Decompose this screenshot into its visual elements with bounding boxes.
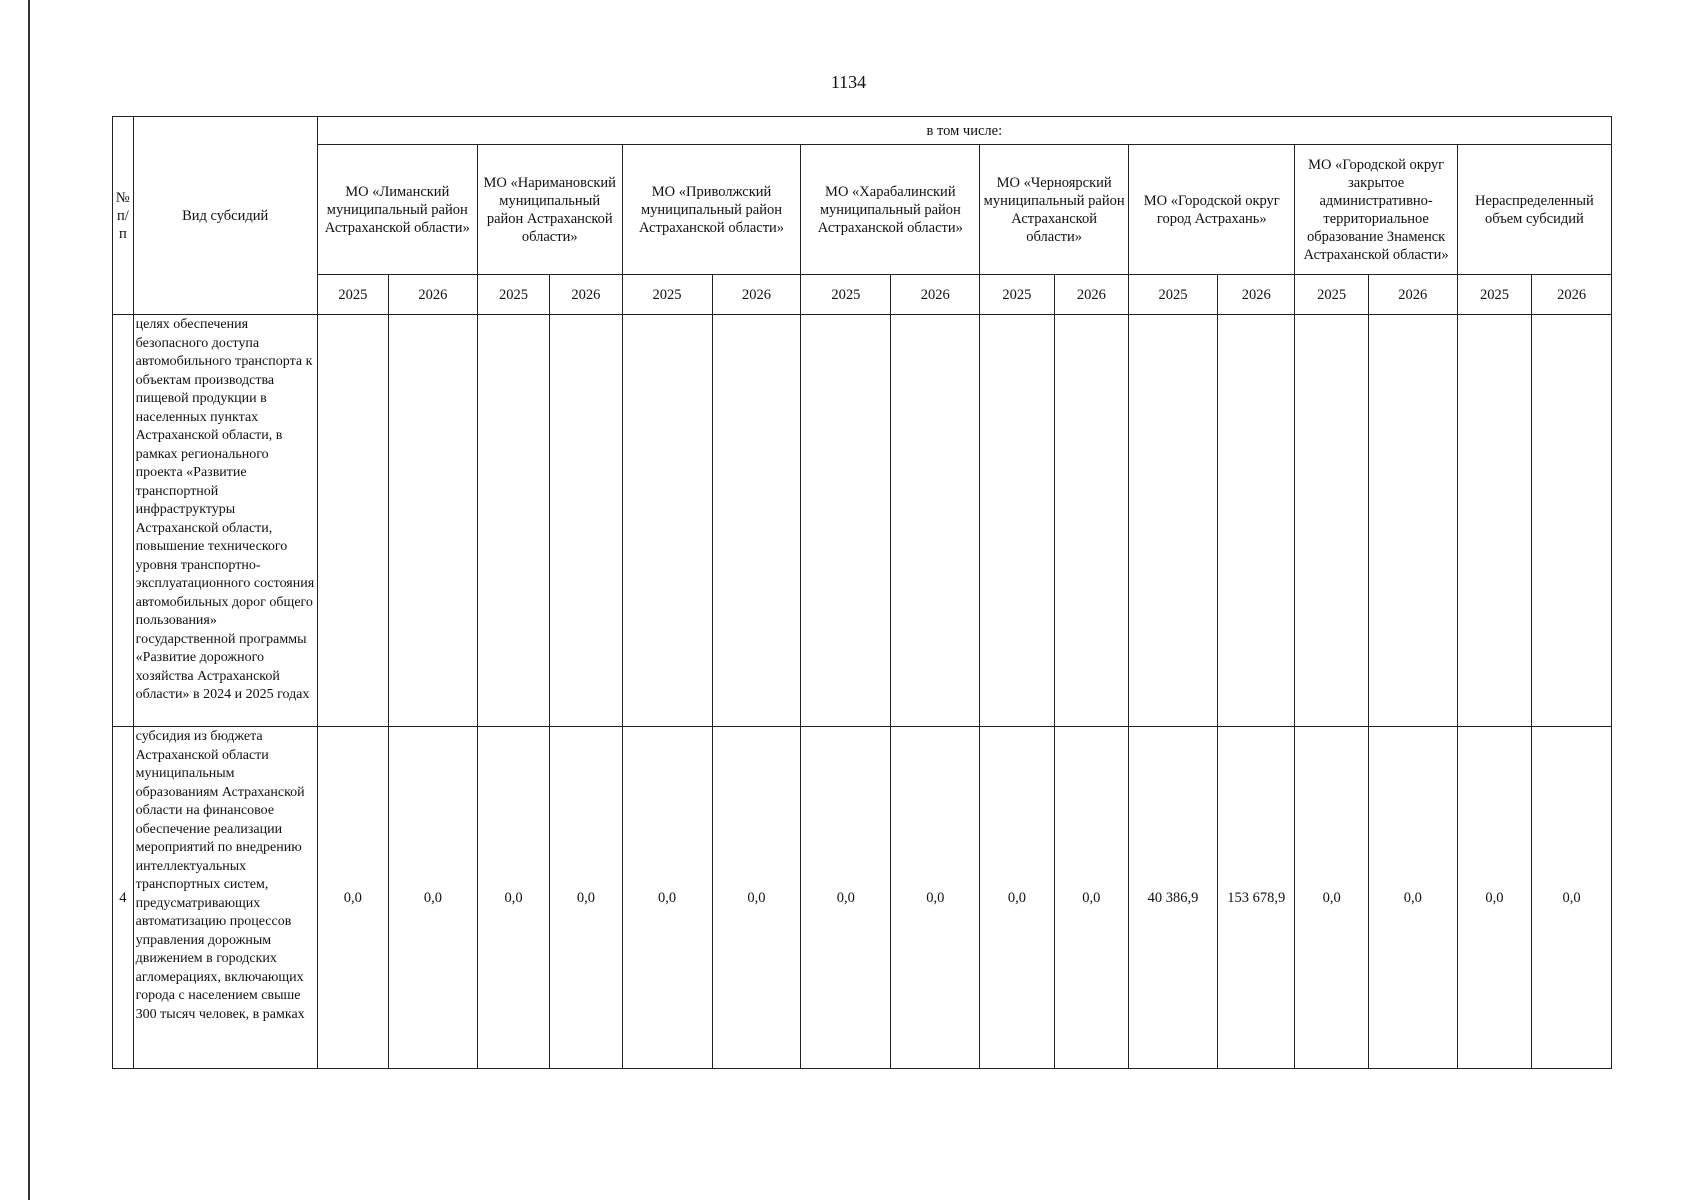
- row-number: [113, 315, 134, 727]
- header-municipality: МО «Лиманский муниципальный район Астраханской области»: [317, 145, 477, 275]
- year-cell: 2026: [388, 275, 477, 315]
- header-number: № п/п: [113, 117, 134, 315]
- value-cell: 0,0: [388, 727, 477, 1069]
- value-cell: [801, 315, 891, 727]
- value-cell: [1217, 315, 1295, 727]
- value-cell: 0,0: [1532, 727, 1612, 1069]
- header-row-years: [113, 275, 1612, 315]
- header-subsidy-type: Вид субсидий: [133, 117, 317, 315]
- value-cell: [1457, 315, 1531, 727]
- year-cell: 2025: [622, 275, 712, 315]
- year-cell: 2025: [980, 275, 1054, 315]
- value-cell: 0,0: [1368, 727, 1457, 1069]
- subsidies-table: [112, 116, 1612, 1069]
- value-cell: 0,0: [477, 727, 549, 1069]
- value-cell: [622, 315, 712, 727]
- value-cell: 0,0: [1054, 727, 1128, 1069]
- year-cell: 2026: [1217, 275, 1295, 315]
- year-cell: 2026: [1532, 275, 1612, 315]
- value-cell: [1532, 315, 1612, 727]
- value-cell: [1129, 315, 1218, 727]
- header-row-including: [113, 117, 1612, 145]
- page-number: 1134: [830, 72, 867, 92]
- year-cell: 2025: [801, 275, 891, 315]
- value-cell: 0,0: [550, 727, 622, 1069]
- row-description: целях обеспечения безопасного доступа автомобильного транспорта к объектам производства пищевой продукции в населенных пунктах Астраханской области, в рамках регионального проекта «Развитие транспортной инфраструктуры Астраханской области, повышение технического уровня транспортно-эксплуатационного состояния автомобильных дорог общего пользования» государственной программы «Развитие дорожного хозяйства Астраханской области» в 2024 и 2025 годах: [133, 315, 317, 727]
- value-cell: [712, 315, 801, 727]
- header-municipality: МО «Харабалинский муниципальный район Астраханской области»: [801, 145, 980, 275]
- table-row: [113, 727, 1612, 1069]
- header-municipality: МО «Городской округ закрытое административно-территориальное образование Знаменск Астраханской области»: [1295, 145, 1457, 275]
- value-cell: 0,0: [622, 727, 712, 1069]
- value-cell: 0,0: [801, 727, 891, 1069]
- header-municipality: МО «Городской округ город Астрахань»: [1129, 145, 1295, 275]
- scan-edge-line: [28, 0, 30, 1200]
- year-cell: 2026: [1368, 275, 1457, 315]
- value-cell: 0,0: [1457, 727, 1531, 1069]
- year-cell: 2026: [550, 275, 622, 315]
- header-municipality: МО «Черноярский муниципальный район Астраханской области»: [980, 145, 1129, 275]
- header-row-municipalities: [113, 145, 1612, 275]
- value-cell: 0,0: [1295, 727, 1368, 1069]
- value-cell: [1368, 315, 1457, 727]
- year-cell: 2025: [317, 275, 388, 315]
- value-cell: 40 386,9: [1129, 727, 1218, 1069]
- value-cell: [388, 315, 477, 727]
- value-cell: 153 678,9: [1217, 727, 1295, 1069]
- value-cell: [1054, 315, 1128, 727]
- value-cell: 0,0: [317, 727, 388, 1069]
- value-cell: 0,0: [712, 727, 801, 1069]
- value-cell: [980, 315, 1054, 727]
- header-municipality: МО «Наримановский муниципальный район Астраханской области»: [477, 145, 622, 275]
- year-cell: 2025: [1295, 275, 1368, 315]
- value-cell: [1295, 315, 1368, 727]
- year-cell: 2026: [1054, 275, 1128, 315]
- year-cell: 2025: [1129, 275, 1218, 315]
- table-row: [113, 315, 1612, 727]
- value-cell: [317, 315, 388, 727]
- value-cell: [550, 315, 622, 727]
- row-number: 4: [113, 727, 134, 1069]
- value-cell: [477, 315, 549, 727]
- header-municipality: МО «Приволжский муниципальный район Астраханской области»: [622, 145, 801, 275]
- year-cell: 2026: [712, 275, 801, 315]
- year-cell: 2025: [477, 275, 549, 315]
- header-including: в том числе:: [317, 117, 1611, 145]
- value-cell: 0,0: [891, 727, 980, 1069]
- value-cell: 0,0: [980, 727, 1054, 1069]
- year-cell: 2026: [891, 275, 980, 315]
- value-cell: [891, 315, 980, 727]
- row-description: субсидия из бюджета Астраханской области муниципальным образованиям Астраханской области на финансовое обеспечение реализации мероприятий по внедрению интеллектуальных транспортных систем, предусматривающих автоматизацию процессов управления дорожным движением в городских агломерациях, включающих города с населением свыше 300 тысяч человек, в рамках: [133, 727, 317, 1069]
- year-cell: 2025: [1457, 275, 1531, 315]
- header-unallocated: Нераспределенный объем субсидий: [1457, 145, 1611, 275]
